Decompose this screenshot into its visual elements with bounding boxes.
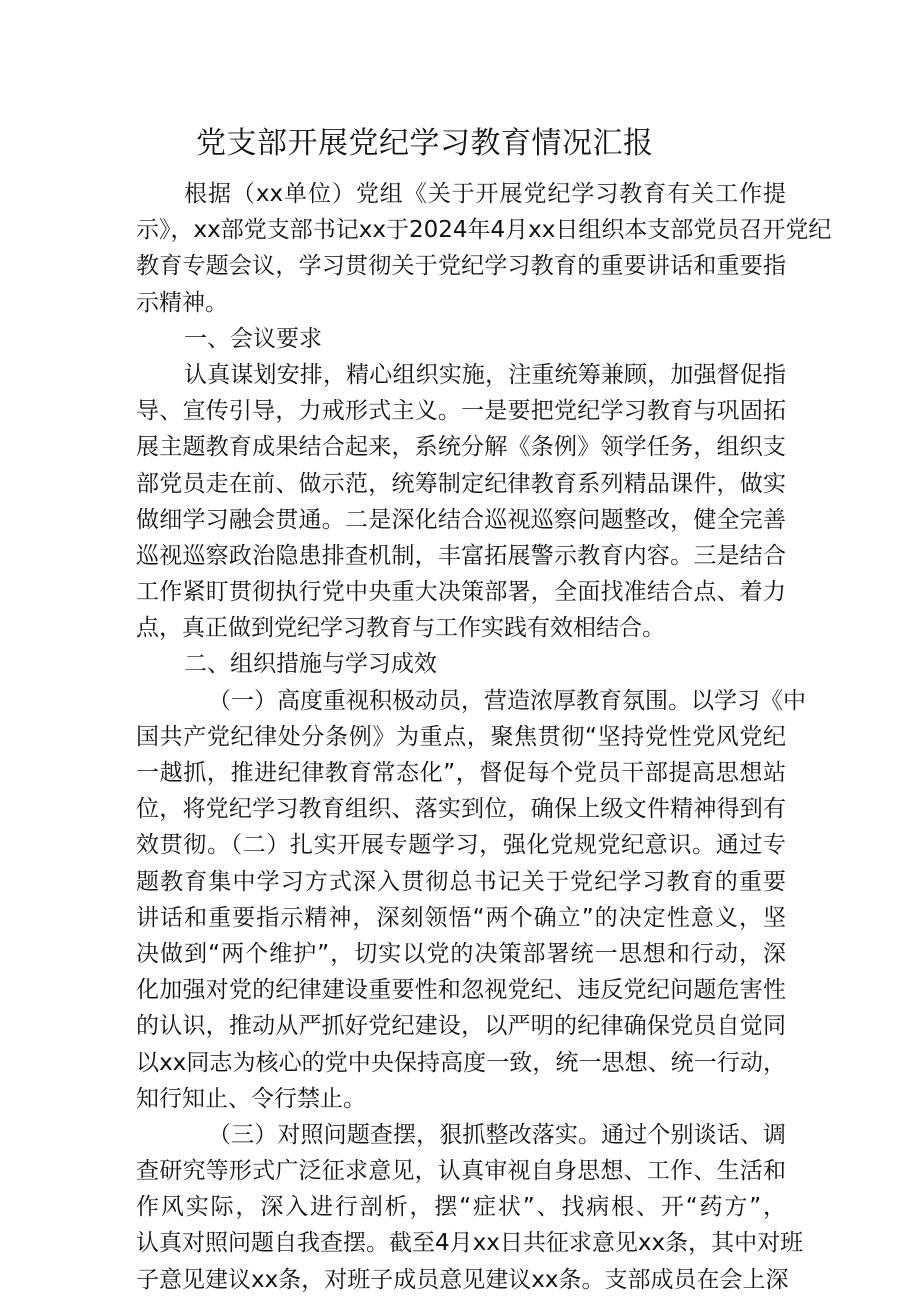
text-line: （一）高度重视积极动员，营造浓厚教育氛围。以学习《中 <box>208 687 806 714</box>
text-line: 教育专题会议，学习贯彻关于党纪学习教育的重要讲话和重要指 <box>136 253 786 280</box>
text-line: 展主题教育成果结合起来，系统分解《条例》领学任务，组织支 <box>136 434 786 461</box>
text-line: 作风实际，深入进行剖析，摆“症状”、找病根、开“药方”， <box>136 1194 786 1221</box>
text-line: 国共产党纪律处分条例》为重点，聚焦贯彻“坚持党性党风党纪 <box>136 723 786 750</box>
text-line: 认真谋划安排，精心组织实施，注重统筹兼顾，加强督促指 <box>184 361 786 388</box>
text-line: 知行知止、令行禁止。 <box>136 1085 366 1112</box>
text-line: 的认识，推动从严抓好党纪建设，以严明的纪律确保党员自觉同 <box>136 1013 786 1040</box>
text-line: 导、宣传引导，力戒形式主义。一是要把党纪学习教育与巩固拓 <box>136 398 786 425</box>
text-line: 认真对照问题自我查摆。截至4月xx日共征求意见xx条，其中对班 <box>136 1230 804 1257</box>
text-line: （三）对照问题查摆，狠抓整改落实。通过个别谈话、调 <box>208 1121 786 1148</box>
text-line: 题教育集中学习方式深入贯彻总书记关于党纪学习教育的重要 <box>136 868 786 895</box>
text-line: 化加强对党的纪律建设重要性和忽视党纪、违反党纪问题危害性 <box>136 977 786 1004</box>
text-line: 子意见建议xx条，对班子成员意见建议xx条。支部成员在会上深 <box>136 1266 789 1293</box>
text-line: 巡视巡察政治隐患排查机制，丰富拓展警示教育内容。三是结合 <box>136 542 786 569</box>
text-line: 一越抓，推进纪律教育常态化”，督促每个党员干部提高思想站 <box>136 760 786 786</box>
text-line: 工作紧盯贯彻执行党中央重大决策部署，全面找准结合点、着力 <box>136 579 786 606</box>
text-line: 二、组织措施与学习成效 <box>184 651 437 678</box>
text-line: 示》，xx部党支部书记xx于2024年4月xx日组织本支部党员召开党纪 <box>136 217 832 244</box>
text-line: 讲话和重要指示精神，深刻领悟“两个确立”的决定性意义，坚 <box>136 904 786 931</box>
text-line: 效贯彻。（二）扎实开展专题学习，强化党规党纪意识。通过专 <box>136 832 786 859</box>
text-line: 以xx同志为核心的党中央保持高度一致，统一思想、统一行动， <box>136 1049 786 1076</box>
document-title: 党支部开展党纪学习教育情况汇报 <box>196 126 654 161</box>
text-line: 做细学习融会贯通。二是深化结合巡视巡察问题整改，健全完善 <box>136 506 786 533</box>
text-line: 点，真正做到党纪学习教育与工作实践有效相结合。 <box>136 615 665 642</box>
text-line: 位，将党纪学习教育组织、落实到位，确保上级文件精神得到有 <box>136 796 786 823</box>
text-line: 示精神。 <box>136 289 228 316</box>
text-line: 部党员走在前、做示范，统筹制定纪律教育系列精品课件，做实 <box>136 470 786 497</box>
text-line: 决做到“两个维护”，切实以党的决策部署统一思想和行动，深 <box>136 940 786 967</box>
text-line: 查研究等形式广泛征求意见，认真审视自身思想、工作、生活和 <box>136 1158 786 1185</box>
text-line: 根据（xx单位）党组《关于开展党纪学习教育有关工作提 <box>184 181 786 207</box>
document-body <box>136 176 832 1298</box>
text-line: 一、会议要求 <box>184 325 322 352</box>
